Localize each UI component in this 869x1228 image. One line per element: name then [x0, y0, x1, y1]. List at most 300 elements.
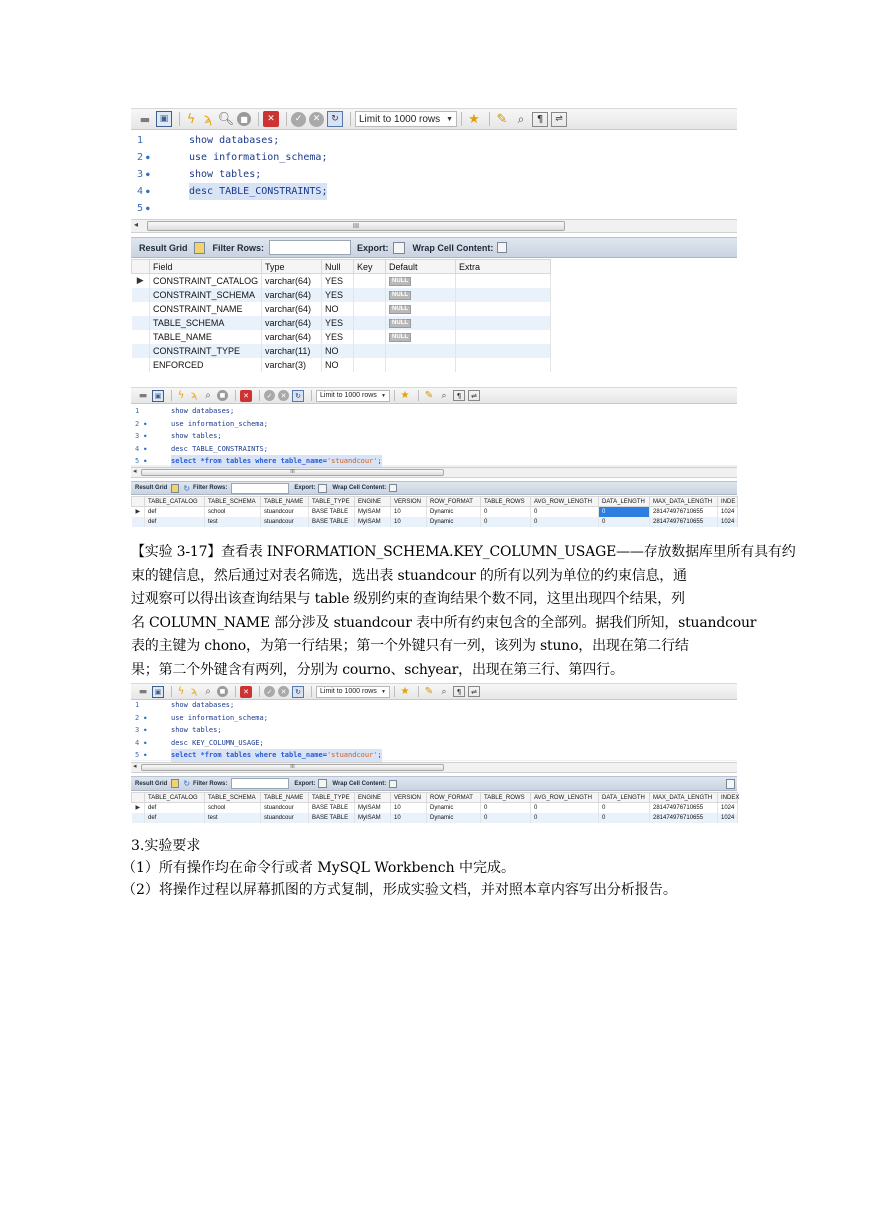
code-text: use information_schema;	[171, 419, 268, 428]
null-badge: NULL	[389, 277, 411, 286]
column-header[interactable]: MAX_DATA_LENGTH	[650, 497, 718, 507]
editor-line[interactable]	[131, 200, 737, 217]
column-header[interactable]: ENGINE	[355, 793, 391, 803]
table-cell[interactable]	[354, 288, 386, 302]
editor-line[interactable]	[131, 737, 737, 750]
table-cell[interactable]: Dynamic	[427, 507, 481, 517]
wrap-cell-icon[interactable]	[389, 484, 397, 492]
save-icon[interactable]: ▣	[152, 390, 164, 402]
rollback-icon[interactable]: ✕	[309, 112, 324, 127]
column-header[interactable]: Field	[150, 260, 262, 274]
column-header[interactable]: VERSION	[391, 497, 427, 507]
column-header[interactable]: TABLE_SCHEMA	[205, 497, 261, 507]
line-number: 5	[135, 751, 140, 759]
statement-marker-icon: ●	[146, 171, 150, 178]
column-header[interactable]: ENGINE	[355, 497, 391, 507]
scroll-thumb[interactable]	[141, 469, 444, 476]
result-grid-table-2	[131, 496, 738, 527]
editor-line[interactable]	[131, 455, 737, 468]
commit-icon[interactable]: ✓	[291, 112, 306, 127]
invisible-chars-icon[interactable]: ¶	[453, 686, 465, 697]
panel-toggle-icon[interactable]	[726, 779, 735, 789]
rollback-icon[interactable]: ✕	[278, 686, 289, 697]
favorite-star-icon[interactable]: ★	[468, 111, 480, 127]
favorite-star-icon[interactable]: ★	[400, 390, 410, 401]
table-cell[interactable]: CONSTRAINT_NAME	[150, 302, 262, 316]
autocommit-icon[interactable]: ↻	[292, 390, 304, 402]
chevron-down-icon: ▼	[381, 392, 386, 399]
editor-line[interactable]	[131, 712, 737, 725]
code-text: show databases;	[189, 135, 280, 146]
line-number: 2	[135, 419, 140, 428]
line-number: 5	[135, 457, 140, 465]
table-cell[interactable]: 1024	[718, 803, 738, 813]
table-cell[interactable]	[386, 274, 456, 288]
table-cell[interactable]: 0	[481, 803, 531, 813]
grid-view-icon[interactable]	[171, 484, 179, 493]
column-header[interactable]: Type	[262, 260, 322, 274]
scroll-left-icon[interactable]: ◂	[133, 762, 137, 770]
paragraph-line: 束的键信息，然后通过对表名筛选，选出表 stuandcour 的所有以列为单位的约束信息，通	[131, 567, 687, 584]
code-text: show databases;	[171, 407, 235, 415]
sql-toolbar-3	[131, 683, 737, 700]
sql-toolbar-2	[131, 387, 737, 404]
code-text: use information_schema;	[189, 152, 328, 163]
table-row[interactable]	[132, 274, 551, 288]
editor-line[interactable]	[131, 749, 737, 762]
line-number: 3	[135, 726, 140, 734]
table-row[interactable]	[132, 330, 551, 344]
line-number: 1	[135, 701, 140, 709]
table-cell[interactable]: YES	[322, 274, 354, 288]
line-number: 5	[137, 203, 144, 214]
table-cell[interactable]: 281474976710655	[650, 813, 718, 823]
editor-line[interactable]	[131, 443, 737, 456]
table-cell[interactable]: NO	[322, 358, 354, 372]
table-row[interactable]	[132, 288, 551, 302]
table-cell[interactable]: 1024	[718, 507, 738, 517]
rollback-icon[interactable]: ✕	[278, 390, 289, 401]
table-cell[interactable]	[386, 288, 456, 302]
table-cell[interactable]: stuandcour	[261, 507, 309, 517]
table-cell[interactable]: def	[145, 507, 205, 517]
table-cell[interactable]: YES	[322, 288, 354, 302]
invisible-chars-icon[interactable]: ¶	[453, 390, 465, 401]
table-cell[interactable]: NO	[322, 302, 354, 316]
scroll-thumb[interactable]	[147, 221, 565, 231]
column-header[interactable]: TABLE_CATALOG	[145, 497, 205, 507]
null-badge: NULL	[389, 333, 411, 342]
result-grid-tab[interactable]: Result Grid	[135, 485, 168, 491]
column-header[interactable]: INDE	[718, 497, 738, 507]
word-wrap-icon[interactable]: ⇌	[551, 112, 567, 127]
limit-rows-label: Limit to 1000 rows	[320, 688, 377, 695]
code-terminator: ;	[377, 751, 382, 759]
editor-line[interactable]	[131, 405, 737, 418]
table-cell[interactable]: Dynamic	[427, 517, 481, 527]
wrap-cell-icon[interactable]	[389, 780, 397, 788]
table-row[interactable]	[132, 316, 551, 330]
table-cell[interactable]: ENFORCED	[150, 358, 262, 372]
table-cell[interactable]: Dynamic	[427, 813, 481, 823]
toggle-error-icon[interactable]: ✕	[263, 111, 279, 127]
horizontal-scrollbar-3[interactable]	[131, 762, 737, 773]
statement-marker-icon: ●	[144, 727, 147, 732]
table-cell[interactable]	[456, 358, 551, 372]
table-cell[interactable]: 0	[481, 517, 531, 527]
editor-line[interactable]	[131, 183, 737, 200]
table-cell[interactable]	[456, 344, 551, 358]
table-cell[interactable]: def	[145, 813, 205, 823]
column-header[interactable]: TABLE_ROWS	[481, 793, 531, 803]
column-header[interactable]: TABLE_CATALOG	[145, 793, 205, 803]
refresh-icon[interactable]: ↻	[183, 779, 191, 788]
table-cell[interactable]: Dynamic	[427, 803, 481, 813]
paragraph-line: 过观察可以得出该查询结果与 table 级别约束的查询结果个数不同，这里出现四个结果，列	[131, 591, 685, 607]
statement-marker-icon: ●	[144, 420, 147, 426]
table-row[interactable]	[132, 507, 738, 517]
statement-marker-icon: ●	[146, 188, 150, 195]
commit-icon[interactable]: ✓	[264, 686, 275, 697]
table-cell[interactable]: varchar(64)	[262, 302, 322, 316]
table-cell[interactable]: school	[205, 803, 261, 813]
result-grid-table-3	[131, 792, 738, 823]
refresh-icon[interactable]: ↻	[183, 483, 191, 493]
stop-icon[interactable]: ■	[237, 112, 251, 126]
line-number: 4	[135, 738, 140, 747]
word-wrap-icon[interactable]: ⇌	[468, 686, 480, 697]
column-header[interactable]: DATA_LENGTH	[599, 497, 650, 507]
table-row[interactable]	[132, 803, 738, 813]
column-header[interactable]: TABLE_TYPE	[309, 497, 355, 507]
editor-line[interactable]	[131, 132, 737, 149]
code-text: show tables;	[171, 432, 222, 440]
code-terminator: ;	[377, 457, 382, 465]
line-number: 1	[137, 135, 144, 146]
table-row[interactable]	[132, 358, 551, 372]
invisible-chars-icon[interactable]: ¶	[532, 112, 548, 127]
code-text	[171, 455, 382, 468]
table-cell[interactable]	[456, 288, 551, 302]
column-header[interactable]: TABLE_NAME	[261, 793, 309, 803]
filter-rows-input[interactable]	[231, 778, 289, 789]
table-cell[interactable]: def	[145, 803, 205, 813]
column-header[interactable]: TABLE_SCHEMA	[205, 793, 261, 803]
wrap-cell-icon[interactable]	[497, 242, 507, 253]
table-cell[interactable]	[456, 274, 551, 288]
beautify-icon[interactable]: ✎	[496, 111, 508, 127]
stop-icon[interactable]: ■	[217, 686, 228, 697]
table-cell[interactable]: test	[205, 813, 261, 823]
favorite-star-icon[interactable]: ★	[400, 686, 410, 697]
table-cell[interactable]	[354, 330, 386, 344]
table-cell[interactable]: stuandcour	[261, 813, 309, 823]
scroll-left-icon[interactable]: ◂	[133, 467, 137, 475]
code-string: 'stuandcour'	[326, 751, 378, 759]
limit-rows-label: Limit to 1000 rows	[320, 392, 377, 399]
statement-marker-icon: ●	[146, 154, 150, 161]
scroll-thumb-grip: III	[290, 469, 295, 475]
table-cell[interactable]: 0	[599, 813, 650, 823]
table-cell[interactable]: MyISAM	[355, 507, 391, 517]
table-cell[interactable]: 0	[531, 813, 599, 823]
autocommit-icon[interactable]: ↻	[327, 111, 343, 127]
word-wrap-icon[interactable]: ⇌	[468, 390, 480, 401]
execute-current-icon[interactable]: ϡ	[190, 390, 198, 401]
beautify-icon[interactable]: ✎	[424, 390, 434, 401]
table-cell[interactable]: stuandcour	[261, 517, 309, 527]
table-cell[interactable]: CONSTRAINT_CATALOG	[150, 274, 262, 288]
table-cell[interactable]	[354, 274, 386, 288]
table-cell[interactable]	[354, 358, 386, 372]
table-cell[interactable]: 281474976710655	[650, 803, 718, 813]
save-icon[interactable]: ▣	[152, 686, 164, 698]
table-cell[interactable]	[386, 316, 456, 330]
table-cell[interactable]: MyISAM	[355, 517, 391, 527]
requirements-heading: 3.实验要求	[131, 838, 201, 854]
line-number: 3	[135, 432, 140, 440]
row-pointer-icon	[132, 358, 150, 372]
toggle-error-icon[interactable]: ✕	[240, 686, 252, 698]
column-header[interactable]: ROW_FORMAT	[427, 793, 481, 803]
export-icon[interactable]	[393, 242, 405, 254]
filter-rows-label: Filter Rows:	[193, 485, 228, 491]
table-cell[interactable]: NO	[322, 344, 354, 358]
sql-editor-2[interactable]	[131, 405, 737, 465]
sql-toolbar	[131, 108, 737, 130]
editor-line[interactable]	[131, 166, 737, 183]
column-header[interactable]: MAX_DATA_LENGTH	[650, 793, 718, 803]
editor-line[interactable]	[131, 699, 737, 712]
export-label: Export:	[294, 780, 316, 787]
row-pointer-icon: ▶	[132, 803, 145, 813]
table-cell[interactable]: BASE TABLE	[309, 517, 355, 527]
beautify-icon[interactable]: ✎	[424, 686, 434, 697]
table-row[interactable]	[132, 302, 551, 316]
table-cell[interactable]: stuandcour	[261, 803, 309, 813]
table-cell[interactable]: varchar(11)	[262, 344, 322, 358]
open-folder-icon[interactable]: ▬	[138, 686, 148, 697]
result-grid-tab[interactable]: Result Grid	[139, 242, 188, 253]
sql-editor-3[interactable]	[131, 700, 737, 760]
save-icon[interactable]: ▣	[156, 111, 172, 127]
code-text: desc TABLE_CONSTRAINTS;	[189, 183, 327, 200]
table-cell[interactable]: varchar(64)	[262, 288, 322, 302]
table-cell[interactable]	[386, 302, 456, 316]
table-cell[interactable]: 0	[481, 813, 531, 823]
limit-rows-select[interactable]	[355, 111, 457, 127]
column-header[interactable]: Null	[322, 260, 354, 274]
row-pointer-icon	[132, 302, 150, 316]
chevron-down-icon: ▼	[446, 115, 453, 123]
code-text: show databases;	[171, 701, 235, 709]
table-cell[interactable]: TABLE_NAME	[150, 330, 262, 344]
export-icon[interactable]	[318, 484, 327, 493]
statement-marker-icon: ●	[144, 445, 147, 451]
line-number: 2	[137, 152, 144, 163]
table-cell[interactable]: 0	[531, 803, 599, 813]
column-header[interactable]: AVG_ROW_LENGTH	[531, 497, 599, 507]
table-cell[interactable]: 0	[481, 507, 531, 517]
autocommit-icon[interactable]: ↻	[292, 686, 304, 698]
code-keyword: select *from tables where table_name=	[171, 457, 327, 465]
table-cell[interactable]	[386, 330, 456, 344]
result-grid-toolbar	[131, 237, 737, 258]
scroll-left-icon[interactable]: ◂	[134, 220, 139, 229]
table-cell[interactable]: MyISAM	[355, 803, 391, 813]
wrap-cell-label: Wrap Cell Content:	[332, 485, 387, 491]
table-cell[interactable]: varchar(64)	[262, 330, 322, 344]
toggle-error-icon[interactable]: ✕	[240, 390, 252, 402]
result-grid-tab[interactable]: Result Grid	[135, 780, 168, 787]
table-cell[interactable]	[386, 344, 456, 358]
table-row[interactable]	[132, 813, 738, 823]
table-cell[interactable]: 281474976710655	[650, 517, 718, 527]
filter-rows-label: Filter Rows:	[212, 242, 265, 253]
wrap-cell-label: Wrap Cell Content:	[412, 242, 494, 253]
paragraph-line: 名 COLUMN_NAME 部分涉及 stuandcour 表中所有约束包含的全部列。据我们所知，stuandcour	[131, 614, 757, 631]
execute-icon[interactable]: ϟ	[177, 686, 185, 697]
column-header[interactable]: Default	[386, 260, 456, 274]
paragraph-line: 果；第二个外键含有两列，分别为 courno、schyear，出现在第三行、第四行。	[131, 661, 624, 678]
stop-icon[interactable]: ■	[217, 390, 228, 401]
table-cell[interactable]: school	[205, 507, 261, 517]
execute-current-icon[interactable]: ϡ	[190, 686, 198, 697]
row-header-corner	[132, 497, 145, 507]
wrap-cell-label: Wrap Cell Content:	[332, 780, 387, 787]
table-cell[interactable]: CONSTRAINT_SCHEMA	[150, 288, 262, 302]
row-pointer-icon	[132, 288, 150, 302]
execute-icon[interactable]: ϟ	[177, 390, 185, 401]
grid-view-icon[interactable]	[194, 242, 205, 254]
explain-icon[interactable]: 🔍︎	[217, 111, 235, 127]
commit-icon[interactable]: ✓	[264, 390, 275, 401]
table-cell[interactable]: 0	[599, 803, 650, 813]
paragraph-line: 表的主键为 chono，为第一行结果；第一个外键只有一列，该列为 stuno，出现在第二行结	[131, 638, 689, 654]
line-number: 3	[137, 169, 144, 180]
code-text: use information_schema;	[171, 713, 268, 722]
explain-icon[interactable]: ⌕	[205, 686, 211, 697]
table-cell[interactable]	[354, 344, 386, 358]
line-number: 4	[135, 444, 140, 453]
editor-line[interactable]	[131, 149, 737, 166]
table-cell[interactable]: 1024	[718, 813, 738, 823]
table-row[interactable]	[132, 344, 551, 358]
code-keyword: select *from tables where table_name=	[171, 751, 327, 759]
table-cell[interactable]	[456, 316, 551, 330]
column-header[interactable]: DATA_LENGTH	[599, 793, 650, 803]
column-header[interactable]: INDEX	[718, 793, 738, 803]
find-icon[interactable]: ⌕	[441, 390, 447, 401]
statement-marker-icon: ●	[146, 205, 150, 212]
table-cell[interactable]	[456, 330, 551, 344]
statement-marker-icon: ●	[144, 433, 147, 438]
column-header[interactable]: TABLE_NAME	[261, 497, 309, 507]
table-cell[interactable]: 1024	[718, 517, 738, 527]
column-header[interactable]: AVG_ROW_LENGTH	[531, 793, 599, 803]
filter-rows-input[interactable]	[269, 240, 351, 255]
table-cell[interactable]: 10	[391, 517, 427, 527]
table-cell[interactable]: 281474976710655	[650, 507, 718, 517]
result-grid-toolbar-3	[131, 776, 737, 791]
column-header[interactable]: TABLE_TYPE	[309, 793, 355, 803]
column-header[interactable]: VERSION	[391, 793, 427, 803]
table-cell[interactable]: BASE TABLE	[309, 803, 355, 813]
sql-editor[interactable]	[131, 131, 737, 217]
table-cell[interactable]	[386, 358, 456, 372]
table-cell[interactable]: varchar(64)	[262, 316, 322, 330]
table-cell[interactable]: YES	[322, 316, 354, 330]
line-number: 4	[137, 186, 144, 197]
filter-rows-label: Filter Rows:	[193, 780, 228, 787]
table-cell[interactable]: YES	[322, 330, 354, 344]
table-cell[interactable]: CONSTRAINT_TYPE	[150, 344, 262, 358]
limit-rows-select[interactable]	[316, 390, 390, 402]
table-cell[interactable]	[354, 316, 386, 330]
table-cell[interactable]: 0	[531, 517, 599, 527]
editor-line[interactable]	[131, 724, 737, 737]
export-icon[interactable]	[318, 779, 327, 788]
table-cell[interactable]: varchar(64)	[262, 274, 322, 288]
table-cell[interactable]: MyISAM	[355, 813, 391, 823]
filter-rows-input[interactable]	[231, 483, 289, 494]
table-cell[interactable]: BASE TABLE	[309, 813, 355, 823]
limit-rows-select[interactable]	[316, 686, 390, 698]
table-cell[interactable]: 10	[391, 803, 427, 813]
column-header[interactable]: Key	[354, 260, 386, 274]
table-cell[interactable]: 0	[599, 507, 650, 517]
execute-current-icon[interactable]: ϡ	[203, 111, 213, 127]
find-icon[interactable]: ⌕	[517, 111, 525, 126]
table-cell[interactable]: 0	[531, 507, 599, 517]
table-cell[interactable]: 10	[391, 507, 427, 517]
table-cell[interactable]: def	[145, 517, 205, 527]
table-cell[interactable]	[456, 302, 551, 316]
editor-line[interactable]	[131, 418, 737, 431]
find-icon[interactable]: ⌕	[441, 686, 447, 697]
row-pointer-icon	[132, 330, 150, 344]
editor-line[interactable]	[131, 430, 737, 443]
column-header[interactable]: ROW_FORMAT	[427, 497, 481, 507]
table-cell[interactable]: test	[205, 517, 261, 527]
table-row[interactable]	[132, 517, 738, 527]
null-badge: NULL	[389, 305, 411, 314]
horizontal-scrollbar[interactable]	[131, 219, 737, 233]
table-cell[interactable]: 0	[599, 517, 650, 527]
grid-view-icon[interactable]	[171, 779, 179, 788]
horizontal-scrollbar-2[interactable]	[131, 467, 737, 478]
result-grid-toolbar-2	[131, 481, 737, 495]
explain-icon[interactable]: ⌕	[205, 390, 211, 401]
table-cell[interactable]: BASE TABLE	[309, 507, 355, 517]
paragraph-line: 【实验 3-17】查看表 INFORMATION_SCHEMA.KEY_COLUMN_USAGE——存放数据库里所有具有约	[131, 544, 796, 560]
column-header[interactable]: TABLE_ROWS	[481, 497, 531, 507]
execute-icon[interactable]: ϟ	[186, 111, 196, 127]
table-cell[interactable]: varchar(3)	[262, 358, 322, 372]
null-badge: NULL	[389, 319, 411, 328]
table-cell[interactable]: TABLE_SCHEMA	[150, 316, 262, 330]
row-pointer-icon	[132, 813, 145, 823]
open-folder-icon[interactable]: ▬	[139, 112, 151, 126]
table-cell[interactable]: 10	[391, 813, 427, 823]
chevron-down-icon: ▼	[381, 688, 386, 695]
line-number: 2	[135, 713, 140, 722]
scroll-thumb[interactable]	[141, 764, 444, 771]
table-cell[interactable]	[354, 302, 386, 316]
open-folder-icon[interactable]: ▬	[138, 390, 148, 401]
row-pointer-icon	[132, 344, 150, 358]
column-header[interactable]: Extra	[456, 260, 551, 274]
